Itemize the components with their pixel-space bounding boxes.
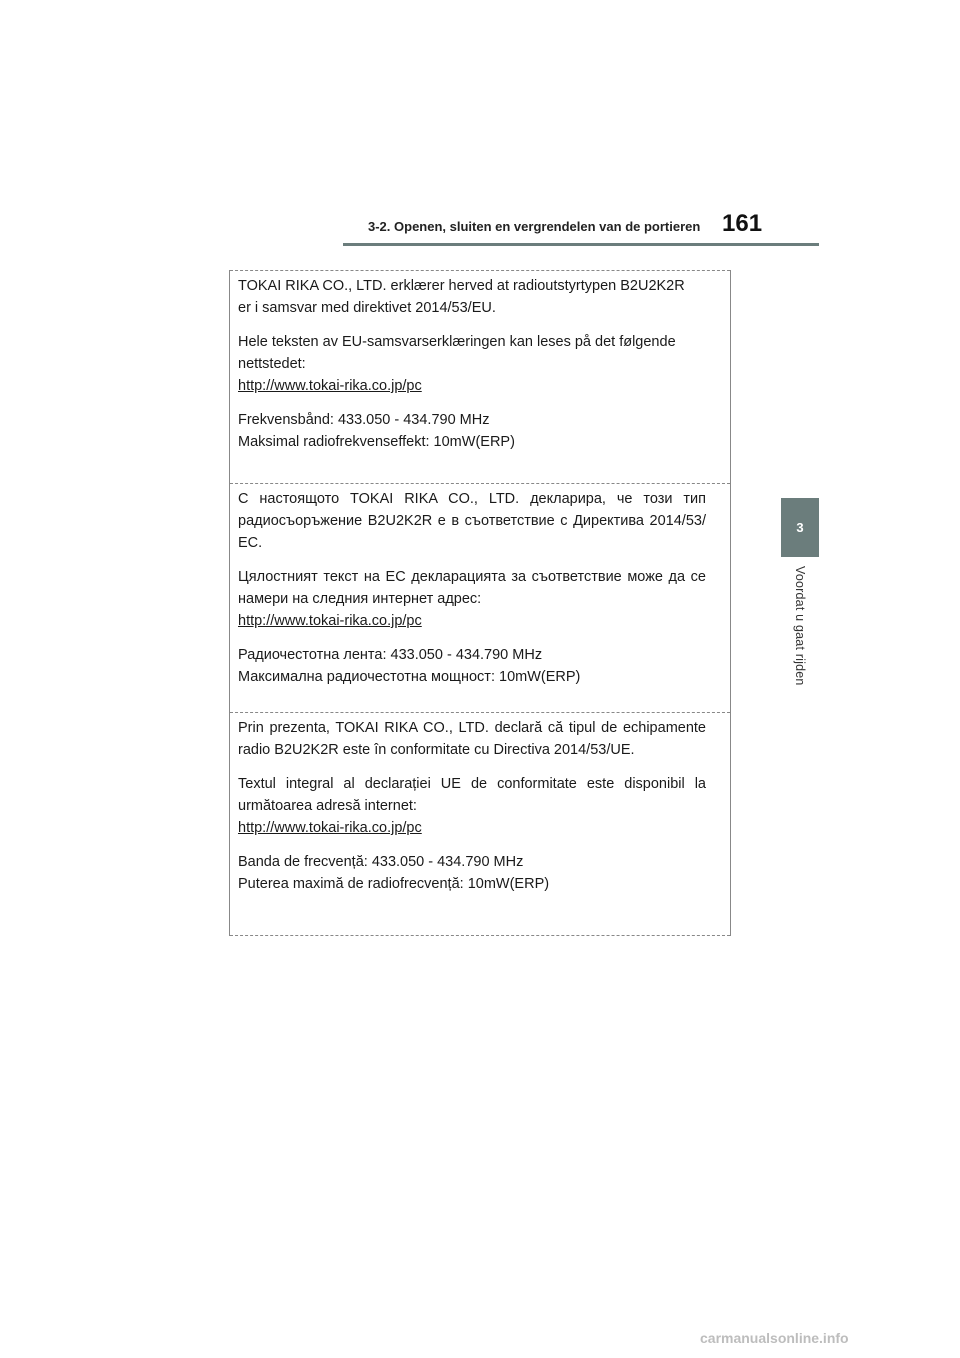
frequency-band: Frekvensbånd: 433.050 - 434.790 MHz: [238, 412, 490, 428]
declaration-box: [229, 270, 731, 936]
site-watermark: carmanualsonline.info: [700, 1330, 849, 1346]
header-divider: [343, 243, 819, 246]
declaration-statement: Prin prezenta, TOKAI RIKA CO., LTD. declară că tipul de echipamente radio B2U2K2R este în conformitate cu Directiva 2014/53/UE.: [238, 720, 706, 758]
fulltext-line: Hele teksten av EU-samsvarserklæringen kan leses på det følgende: [238, 334, 676, 350]
page-header: [0, 0, 960, 250]
chapter-label: Voordat u gaat rijden: [793, 566, 807, 686]
statement-line: TOKAI RIKA CO., LTD. erklærer herved at radioutstyrtypen B2U2K2R: [238, 278, 685, 294]
fulltext-text: Цялостният текст на ЕС декларацията за съответствие може да се намери на следния интернет адрес:: [238, 569, 706, 607]
declaration-romanian: [230, 712, 730, 936]
declaration-fulltext: [238, 331, 706, 397]
fulltext-text: Textul integral al declarației UE de conformitate este disponibil la următoarea adresă internet:: [238, 776, 706, 814]
fulltext-line: nettstedet:: [238, 356, 306, 372]
declaration-specs: [238, 409, 706, 453]
declaration-url-link[interactable]: http://www.tokai-rika.co.jp/pc: [238, 378, 422, 394]
declaration-statement: [238, 275, 706, 319]
page-number: 161: [722, 210, 763, 237]
frequency-band: Banda de frecvență: 433.050 - 434.790 MHz: [238, 854, 524, 870]
declaration-url-link[interactable]: http://www.tokai-rika.co.jp/pc: [238, 820, 422, 836]
declaration-bulgarian: [230, 483, 730, 712]
chapter-tab[interactable]: 3: [781, 498, 819, 557]
declaration-fulltext: [238, 773, 706, 839]
declaration-specs: [238, 644, 706, 688]
declaration-norwegian: [230, 270, 730, 483]
declaration-fulltext: [238, 566, 706, 632]
statement-line: er i samsvar med direktivet 2014/53/EU.: [238, 300, 496, 316]
declaration-statement: С настоящото TOKAI RIKA CO., LTD. декларира, че този тип радиосъоръжение B2U2K2R е в съответствие с Директива 2014/53/ЕС.: [238, 491, 706, 551]
max-power: Максимална радиочестотна мощност: 10mW(ERP): [238, 669, 581, 685]
max-power: Maksimal radiofrekvenseffekt: 10mW(ERP): [238, 434, 515, 450]
section-title: 3-2. Openen, sluiten en vergrendelen van de portieren: [368, 219, 701, 234]
declaration-url-link[interactable]: http://www.tokai-rika.co.jp/pc: [238, 613, 422, 629]
max-power: Puterea maximă de radiofrecvență: 10mW(ERP): [238, 876, 550, 892]
frequency-band: Радиочестотна лента: 433.050 - 434.790 MHz: [238, 647, 543, 663]
declaration-specs: [238, 851, 706, 895]
